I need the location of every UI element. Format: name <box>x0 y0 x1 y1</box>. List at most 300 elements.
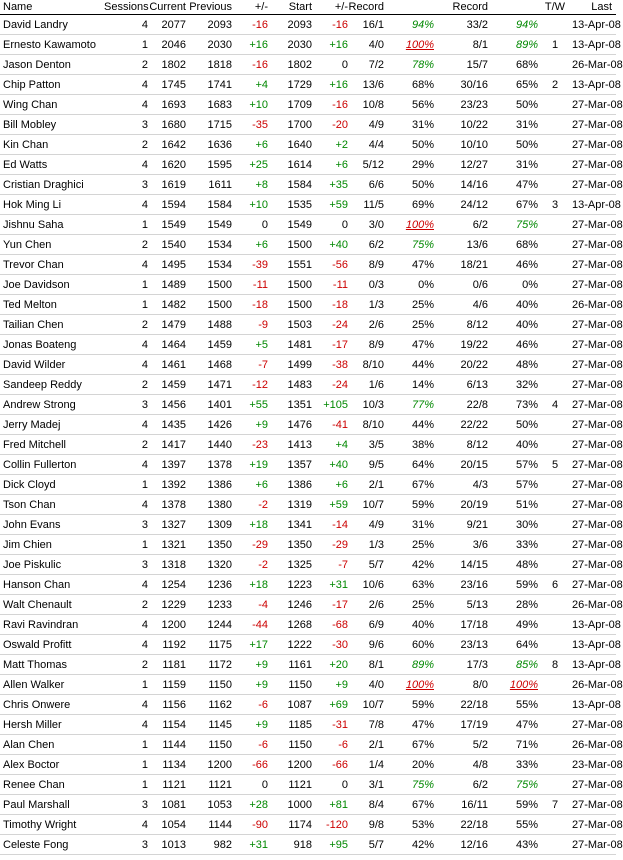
cell-change-previous: -39 <box>232 255 268 275</box>
cell-tw <box>538 115 572 135</box>
cell-last: 13-Apr-08 <box>572 195 616 215</box>
cell-pct-total: 31% <box>488 155 538 175</box>
cell-pct-total: 43% <box>488 835 538 855</box>
table-row <box>0 815 616 835</box>
cell-tw: 6 <box>538 575 572 595</box>
cell-pct-total: 57% <box>488 475 538 495</box>
cell-change-start: -7 <box>312 555 348 575</box>
cell-record-total: 4/6 <box>434 295 488 315</box>
cell-change-start: -17 <box>312 335 348 355</box>
cell-change-start: +6 <box>312 155 348 175</box>
header-name[interactable]: Name <box>3 1 33 13</box>
cell-previous: 1534 <box>186 235 232 255</box>
cell-last: 13-Apr-08 <box>572 75 616 95</box>
cell-start: 1351 <box>268 395 312 415</box>
cell-record-total: 14/16 <box>434 175 488 195</box>
cell-record-total: 23/23 <box>434 95 488 115</box>
cell-pct-recent: 31% <box>384 515 434 535</box>
cell-previous: 1488 <box>186 315 232 335</box>
cell-last: 27-Mar-08 <box>572 795 616 815</box>
cell-pct-recent: 75% <box>384 235 434 255</box>
cell-change-previous: +25 <box>232 155 268 175</box>
cell-change-start: +6 <box>312 475 348 495</box>
cell-sessions: 2 <box>104 235 148 255</box>
cell-previous: 1053 <box>186 795 232 815</box>
cell-sessions: 4 <box>104 15 148 35</box>
header-change-previous[interactable]: +/- <box>254 1 268 13</box>
header-record-total[interactable]: Record <box>452 1 488 13</box>
table-row <box>0 75 616 95</box>
cell-change-previous: -6 <box>232 735 268 755</box>
cell-sessions: 4 <box>104 495 148 515</box>
cell-pct-recent: 68% <box>384 75 434 95</box>
cell-pct-recent: 47% <box>384 715 434 735</box>
cell-last: 27-Mar-08 <box>572 575 616 595</box>
cell-sessions: 2 <box>104 655 148 675</box>
cell-sessions: 2 <box>104 435 148 455</box>
cell-tw <box>538 635 572 655</box>
cell-change-previous: +28 <box>232 795 268 815</box>
cell-current: 1192 <box>148 635 186 655</box>
cell-start: 1161 <box>268 655 312 675</box>
cell-tw <box>538 595 572 615</box>
cell-sessions: 4 <box>104 455 148 475</box>
cell-current: 1229 <box>148 595 186 615</box>
header-last[interactable]: Last <box>591 1 612 13</box>
cell-pct-recent: 69% <box>384 195 434 215</box>
cell-pct-recent: 77% <box>384 395 434 415</box>
cell-change-start: -120 <box>312 815 348 835</box>
cell-tw <box>538 815 572 835</box>
cell-start: 1150 <box>268 675 312 695</box>
cell-pct-recent: 89% <box>384 655 434 675</box>
cell-previous: 1426 <box>186 415 232 435</box>
cell-last: 23-Mar-08 <box>572 755 616 775</box>
cell-last: 27-Mar-08 <box>572 775 616 795</box>
cell-sessions: 4 <box>104 695 148 715</box>
cell-tw: 8 <box>538 655 572 675</box>
cell-name: Alex Boctor <box>0 755 104 775</box>
cell-change-start: +31 <box>312 575 348 595</box>
cell-pct-recent: 100% <box>384 35 434 55</box>
cell-current: 1456 <box>148 395 186 415</box>
cell-record-recent: 6/2 <box>348 235 384 255</box>
cell-record-recent: 2/1 <box>348 475 384 495</box>
cell-current: 1482 <box>148 295 186 315</box>
cell-name: Ravi Ravindran <box>0 615 104 635</box>
cell-start: 1500 <box>268 235 312 255</box>
cell-record-total: 8/1 <box>434 35 488 55</box>
header-start[interactable]: Start <box>288 1 312 13</box>
cell-previous: 1175 <box>186 635 232 655</box>
cell-record-total: 6/2 <box>434 775 488 795</box>
cell-record-total: 30/16 <box>434 75 488 95</box>
cell-current: 1479 <box>148 315 186 335</box>
cell-current: 1134 <box>148 755 186 775</box>
cell-record-total: 4/8 <box>434 755 488 775</box>
cell-last: 27-Mar-08 <box>572 135 616 155</box>
cell-start: 1481 <box>268 335 312 355</box>
cell-current: 1154 <box>148 715 186 735</box>
cell-tw <box>538 835 572 855</box>
cell-change-start: +2 <box>312 135 348 155</box>
header-pct-total[interactable] <box>488 0 538 15</box>
cell-sessions: 4 <box>104 815 148 835</box>
cell-current: 1159 <box>148 675 186 695</box>
cell-name: Bill Mobley <box>0 115 104 135</box>
cell-tw: 4 <box>538 395 572 415</box>
cell-change-start: -18 <box>312 295 348 315</box>
cell-change-start: -66 <box>312 755 348 775</box>
cell-tw <box>538 475 572 495</box>
cell-change-start: +95 <box>312 835 348 855</box>
cell-pct-total: 33% <box>488 755 538 775</box>
cell-record-total: 0/6 <box>434 275 488 295</box>
cell-sessions: 4 <box>104 95 148 115</box>
table-row <box>0 655 616 675</box>
cell-record-recent: 2/1 <box>348 735 384 755</box>
table-row <box>0 695 616 715</box>
cell-pct-recent: 67% <box>384 735 434 755</box>
cell-change-start: -14 <box>312 515 348 535</box>
header-change-start[interactable]: +/- <box>334 1 348 13</box>
cell-start: 1174 <box>268 815 312 835</box>
cell-current: 1745 <box>148 75 186 95</box>
cell-change-previous: +19 <box>232 455 268 475</box>
cell-change-start: -24 <box>312 375 348 395</box>
cell-name: Hanson Chan <box>0 575 104 595</box>
cell-record-total: 20/15 <box>434 455 488 475</box>
cell-pct-total: 89% <box>488 35 538 55</box>
cell-record-recent: 8/10 <box>348 355 384 375</box>
cell-change-previous: +9 <box>232 675 268 695</box>
cell-previous: 1121 <box>186 775 232 795</box>
cell-record-total: 17/19 <box>434 715 488 735</box>
cell-tw <box>538 375 572 395</box>
cell-name: David Wilder <box>0 355 104 375</box>
cell-last: 27-Mar-08 <box>572 355 616 375</box>
cell-start: 1121 <box>268 775 312 795</box>
cell-record-recent: 11/5 <box>348 195 384 215</box>
cell-sessions: 4 <box>104 415 148 435</box>
cell-sessions: 1 <box>104 675 148 695</box>
table-row <box>0 355 616 375</box>
cell-current: 1620 <box>148 155 186 175</box>
cell-change-start: -16 <box>312 95 348 115</box>
cell-name: Chip Patton <box>0 75 104 95</box>
cell-previous: 1150 <box>186 675 232 695</box>
cell-tw <box>538 135 572 155</box>
cell-change-previous: -6 <box>232 695 268 715</box>
cell-name: Tailian Chen <box>0 315 104 335</box>
cell-record-recent: 13/6 <box>348 75 384 95</box>
cell-record-total: 13/6 <box>434 235 488 255</box>
cell-record-recent: 9/6 <box>348 635 384 655</box>
cell-change-previous: 0 <box>232 215 268 235</box>
cell-name: Wing Chan <box>0 95 104 115</box>
header-pct-recent[interactable] <box>384 0 434 15</box>
table-row <box>0 675 616 695</box>
cell-current: 1156 <box>148 695 186 715</box>
cell-record-total: 12/27 <box>434 155 488 175</box>
cell-current: 1013 <box>148 835 186 855</box>
cell-pct-recent: 59% <box>384 695 434 715</box>
table-row <box>0 835 616 855</box>
cell-last: 13-Apr-08 <box>572 695 616 715</box>
cell-pct-total: 68% <box>488 235 538 255</box>
cell-last: 26-Mar-08 <box>572 595 616 615</box>
cell-last: 27-Mar-08 <box>572 715 616 735</box>
cell-previous: 1683 <box>186 95 232 115</box>
cell-start: 1386 <box>268 475 312 495</box>
cell-pct-total: 67% <box>488 195 538 215</box>
cell-previous: 1741 <box>186 75 232 95</box>
table-row <box>0 515 616 535</box>
cell-record-recent: 9/8 <box>348 815 384 835</box>
cell-start: 1200 <box>268 755 312 775</box>
cell-sessions: 1 <box>104 535 148 555</box>
cell-start: 1087 <box>268 695 312 715</box>
cell-start: 1551 <box>268 255 312 275</box>
cell-last: 27-Mar-08 <box>572 455 616 475</box>
cell-change-start: +9 <box>312 675 348 695</box>
cell-start: 1246 <box>268 595 312 615</box>
cell-name: Collin Fullerton <box>0 455 104 475</box>
table-row <box>0 175 616 195</box>
cell-pct-total: 55% <box>488 695 538 715</box>
cell-record-total: 8/0 <box>434 675 488 695</box>
cell-tw <box>538 335 572 355</box>
cell-tw <box>538 735 572 755</box>
cell-sessions: 1 <box>104 735 148 755</box>
cell-name: Hersh Miller <box>0 715 104 735</box>
cell-tw <box>538 175 572 195</box>
cell-last: 27-Mar-08 <box>572 555 616 575</box>
cell-change-previous: 0 <box>232 775 268 795</box>
cell-record-recent: 4/9 <box>348 115 384 135</box>
cell-change-previous: -23 <box>232 435 268 455</box>
cell-change-start: +4 <box>312 435 348 455</box>
cell-record-total: 9/21 <box>434 515 488 535</box>
table-row <box>0 215 616 235</box>
cell-tw <box>538 295 572 315</box>
cell-record-recent: 16/1 <box>348 15 384 35</box>
cell-sessions: 2 <box>104 55 148 75</box>
cell-sessions: 4 <box>104 635 148 655</box>
cell-pct-recent: 94% <box>384 15 434 35</box>
cell-previous: 1150 <box>186 735 232 755</box>
cell-record-total: 33/2 <box>434 15 488 35</box>
cell-change-previous: -2 <box>232 555 268 575</box>
cell-record-recent: 10/6 <box>348 575 384 595</box>
cell-record-recent: 8/10 <box>348 415 384 435</box>
cell-start: 1185 <box>268 715 312 735</box>
cell-change-start: -29 <box>312 535 348 555</box>
cell-pct-recent: 50% <box>384 135 434 155</box>
cell-tw <box>538 615 572 635</box>
cell-start: 1499 <box>268 355 312 375</box>
cell-start: 1150 <box>268 735 312 755</box>
cell-record-total: 5/13 <box>434 595 488 615</box>
cell-start: 1729 <box>268 75 312 95</box>
cell-pct-total: 40% <box>488 435 538 455</box>
cell-change-start: 0 <box>312 215 348 235</box>
cell-record-total: 10/10 <box>434 135 488 155</box>
cell-change-start: -56 <box>312 255 348 275</box>
cell-record-total: 22/18 <box>434 815 488 835</box>
table-row <box>0 275 616 295</box>
cell-record-total: 19/22 <box>434 335 488 355</box>
cell-pct-total: 75% <box>488 215 538 235</box>
table-row <box>0 395 616 415</box>
header-tw[interactable]: T/W <box>544 1 566 13</box>
cell-pct-total: 48% <box>488 355 538 375</box>
cell-change-previous: +6 <box>232 475 268 495</box>
header-record-recent[interactable]: Record <box>348 1 384 13</box>
cell-last: 27-Mar-08 <box>572 335 616 355</box>
cell-last: 13-Apr-08 <box>572 655 616 675</box>
cell-previous: 1818 <box>186 55 232 75</box>
cell-start: 1268 <box>268 615 312 635</box>
cell-record-total: 8/12 <box>434 435 488 455</box>
cell-name: Walt Chenault <box>0 595 104 615</box>
cell-name: Jerry Madej <box>0 415 104 435</box>
cell-pct-total: 57% <box>488 455 538 475</box>
cell-pct-total: 51% <box>488 495 538 515</box>
cell-record-total: 23/13 <box>434 635 488 655</box>
cell-pct-total: 40% <box>488 295 538 315</box>
cell-current: 1054 <box>148 815 186 835</box>
cell-change-start: +20 <box>312 655 348 675</box>
table-row <box>0 575 616 595</box>
cell-pct-recent: 100% <box>384 675 434 695</box>
cell-start: 1614 <box>268 155 312 175</box>
cell-change-previous: +17 <box>232 635 268 655</box>
cell-record-total: 17/3 <box>434 655 488 675</box>
cell-current: 1594 <box>148 195 186 215</box>
header-sessions[interactable]: Sessions <box>104 1 149 13</box>
cell-record-total: 18/21 <box>434 255 488 275</box>
cell-current: 1417 <box>148 435 186 455</box>
header-current[interactable]: Current <box>149 1 186 13</box>
cell-name: Matt Thomas <box>0 655 104 675</box>
cell-change-previous: +4 <box>232 75 268 95</box>
cell-start: 1413 <box>268 435 312 455</box>
cell-last: 27-Mar-08 <box>572 115 616 135</box>
cell-pct-recent: 64% <box>384 455 434 475</box>
cell-name: Oswald Profitt <box>0 635 104 655</box>
cell-pct-recent: 78% <box>384 55 434 75</box>
cell-record-recent: 8/1 <box>348 655 384 675</box>
cell-current: 1693 <box>148 95 186 115</box>
table-row <box>0 195 616 215</box>
cell-tw <box>538 315 572 335</box>
cell-pct-total: 94% <box>488 15 538 35</box>
cell-last: 27-Mar-08 <box>572 395 616 415</box>
header-previous[interactable]: Previous <box>189 1 232 13</box>
cell-current: 1495 <box>148 255 186 275</box>
cell-change-previous: +5 <box>232 335 268 355</box>
table-row <box>0 455 616 475</box>
cell-record-recent: 2/6 <box>348 595 384 615</box>
cell-change-previous: +9 <box>232 715 268 735</box>
cell-name: Alan Chen <box>0 735 104 755</box>
cell-pct-total: 46% <box>488 335 538 355</box>
cell-pct-recent: 25% <box>384 315 434 335</box>
cell-tw <box>538 675 572 695</box>
cell-change-start: +69 <box>312 695 348 715</box>
cell-name: Jason Denton <box>0 55 104 75</box>
cell-change-start: -24 <box>312 315 348 335</box>
cell-pct-total: 46% <box>488 255 538 275</box>
cell-current: 1200 <box>148 615 186 635</box>
cell-record-total: 8/12 <box>434 315 488 335</box>
cell-record-total: 20/22 <box>434 355 488 375</box>
cell-change-previous: -7 <box>232 355 268 375</box>
cell-record-total: 24/12 <box>434 195 488 215</box>
cell-change-previous: -11 <box>232 275 268 295</box>
cell-change-previous: +6 <box>232 135 268 155</box>
cell-name: Jim Chien <box>0 535 104 555</box>
cell-pct-total: 47% <box>488 715 538 735</box>
cell-record-recent: 8/9 <box>348 335 384 355</box>
cell-last: 27-Mar-08 <box>572 495 616 515</box>
cell-previous: 1309 <box>186 515 232 535</box>
table-row <box>0 535 616 555</box>
cell-change-start: +16 <box>312 35 348 55</box>
cell-change-start: +35 <box>312 175 348 195</box>
cell-record-recent: 5/7 <box>348 555 384 575</box>
cell-change-previous: +18 <box>232 515 268 535</box>
cell-pct-recent: 29% <box>384 155 434 175</box>
cell-name: Hok Ming Li <box>0 195 104 215</box>
cell-last: 27-Mar-08 <box>572 375 616 395</box>
cell-change-previous: -9 <box>232 315 268 335</box>
cell-pct-total: 75% <box>488 775 538 795</box>
cell-current: 2077 <box>148 15 186 35</box>
cell-change-start: +59 <box>312 195 348 215</box>
cell-pct-total: 59% <box>488 795 538 815</box>
cell-previous: 1162 <box>186 695 232 715</box>
cell-tw: 5 <box>538 455 572 475</box>
cell-record-total: 17/18 <box>434 615 488 635</box>
cell-change-start: -31 <box>312 715 348 735</box>
cell-last: 27-Mar-08 <box>572 255 616 275</box>
cell-start: 1500 <box>268 275 312 295</box>
cell-pct-recent: 60% <box>384 635 434 655</box>
table-body <box>0 15 623 855</box>
cell-previous: 1401 <box>186 395 232 415</box>
cell-pct-total: 40% <box>488 315 538 335</box>
cell-change-previous: +10 <box>232 95 268 115</box>
cell-previous: 1611 <box>186 175 232 195</box>
cell-start: 1350 <box>268 535 312 555</box>
cell-current: 1680 <box>148 115 186 135</box>
table-row <box>0 795 616 815</box>
cell-tw <box>538 255 572 275</box>
cell-pct-recent: 75% <box>384 775 434 795</box>
cell-record-total: 22/8 <box>434 395 488 415</box>
cell-sessions: 4 <box>104 715 148 735</box>
cell-tw <box>538 535 572 555</box>
cell-sessions: 1 <box>104 215 148 235</box>
cell-change-previous: +10 <box>232 195 268 215</box>
cell-name: Allen Walker <box>0 675 104 695</box>
cell-name: David Landry <box>0 15 104 35</box>
cell-change-previous: -29 <box>232 535 268 555</box>
cell-pct-total: 31% <box>488 115 538 135</box>
cell-pct-total: 33% <box>488 535 538 555</box>
